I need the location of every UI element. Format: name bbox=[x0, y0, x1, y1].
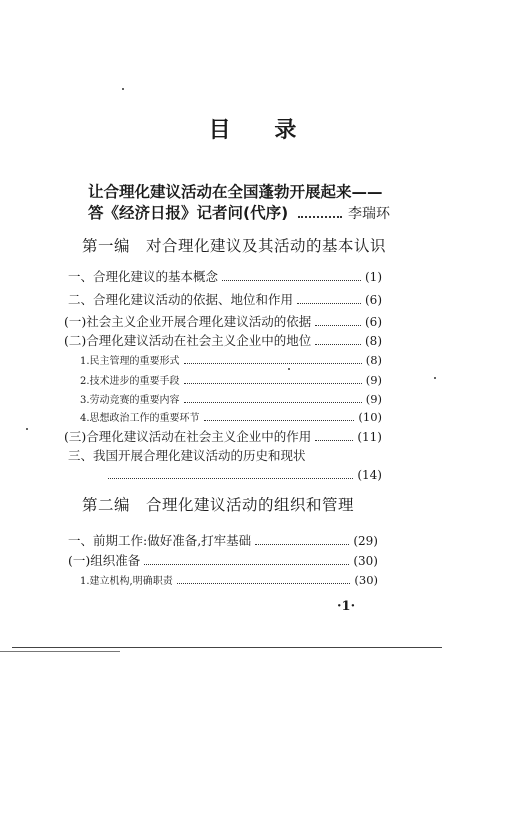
leader-dots bbox=[184, 363, 362, 364]
bottom-rule bbox=[12, 647, 442, 648]
leader-dots bbox=[315, 325, 361, 326]
preface-title-line1: 让合理化建议活动在全国蓬勃开展起来—— bbox=[88, 183, 383, 201]
leader-dots bbox=[298, 216, 342, 218]
toc-entry-text: (三)合理化建议活动在社会主义企业中的作用 bbox=[64, 429, 312, 444]
toc-entry bbox=[80, 372, 382, 387]
toc-entry bbox=[64, 427, 382, 445]
toc-entry-page: (30) bbox=[353, 554, 378, 568]
toc-entry-continuation bbox=[104, 468, 382, 482]
page-number: ·1· bbox=[337, 599, 356, 614]
toc-entry-page: (10) bbox=[358, 410, 382, 424]
toc-entry-page: (9) bbox=[365, 392, 382, 406]
scan-speck bbox=[434, 377, 436, 379]
leader-dots bbox=[184, 402, 362, 403]
page-title: 目 录 bbox=[208, 118, 315, 143]
toc-entry bbox=[80, 352, 382, 367]
toc-entry-page: (1) bbox=[365, 270, 382, 284]
toc-entry-text: 二、合理化建议活动的依据、地位和作用 bbox=[68, 292, 294, 307]
toc-entry-text: 4.思想政治工作的重要环节 bbox=[80, 413, 200, 424]
leader-dots bbox=[204, 420, 355, 421]
toc-entry-text: (一)社会主义企业开展合理化建议活动的依据 bbox=[64, 314, 312, 329]
leader-dots bbox=[184, 383, 362, 384]
toc-entry-page: (8) bbox=[365, 334, 382, 348]
toc-entry-text: (一)组织准备 bbox=[68, 553, 141, 568]
toc-entry bbox=[80, 391, 382, 406]
leader-dots bbox=[297, 303, 361, 304]
leader-dots bbox=[144, 564, 349, 565]
toc-entry-page: (9) bbox=[365, 373, 382, 387]
toc-entry-text: 一、合理化建议的基本概念 bbox=[68, 269, 219, 284]
toc-entry bbox=[64, 312, 382, 330]
toc-entry-text: 1.建立机构,明确职责 bbox=[80, 576, 173, 587]
preface-author: 李瑞环 bbox=[348, 206, 390, 222]
toc-entry bbox=[68, 267, 382, 285]
part1-heading: 第一编 对合理化建议及其活动的基本认识 bbox=[82, 237, 387, 255]
bottom-rule-secondary bbox=[0, 651, 120, 652]
toc-entry bbox=[80, 409, 382, 424]
toc-entry-page: (29) bbox=[353, 534, 378, 548]
toc-entry bbox=[68, 446, 382, 464]
toc-entry bbox=[68, 290, 382, 308]
leader-dots bbox=[177, 583, 351, 584]
leader-dots bbox=[315, 440, 353, 441]
toc-entry bbox=[68, 531, 378, 549]
preface-entry bbox=[88, 201, 390, 223]
toc-entry-page: (14) bbox=[357, 468, 382, 482]
toc-entry-page: (11) bbox=[357, 430, 382, 444]
toc-entry bbox=[80, 572, 378, 587]
leader-dots bbox=[222, 280, 361, 281]
toc-entry-page: (6) bbox=[365, 315, 382, 329]
leader-dots bbox=[255, 544, 349, 545]
toc-entry bbox=[64, 331, 382, 349]
toc-entry-text: 2.技术进步的重要手段 bbox=[80, 376, 180, 387]
toc-entry-text: 3.劳动竞赛的重要内容 bbox=[80, 395, 180, 406]
toc-entry-text: 1.民主管理的重要形式 bbox=[80, 356, 180, 367]
scan-speck bbox=[122, 88, 124, 90]
toc-entry-text: 三、我国开展合理化建议活动的历史和现状 bbox=[68, 448, 306, 463]
leader-dots bbox=[315, 344, 361, 345]
scan-speck bbox=[288, 368, 290, 370]
toc-entry bbox=[68, 551, 378, 569]
toc-entry-text: (二)合理化建议活动在社会主义企业中的地位 bbox=[64, 333, 312, 348]
toc-entry-page: (8) bbox=[365, 353, 382, 367]
leader-dots bbox=[108, 478, 353, 479]
toc-entry-page: (6) bbox=[365, 293, 382, 307]
toc-entry-page: (30) bbox=[354, 573, 378, 587]
toc-entry-text: 一、前期工作:做好准备,打牢基础 bbox=[68, 533, 252, 548]
scan-speck bbox=[26, 428, 28, 430]
part2-heading: 第二编 合理化建议活动的组织和管理 bbox=[82, 496, 355, 514]
preface-title-line2: 答《经济日报》记者问(代序) bbox=[88, 204, 289, 222]
